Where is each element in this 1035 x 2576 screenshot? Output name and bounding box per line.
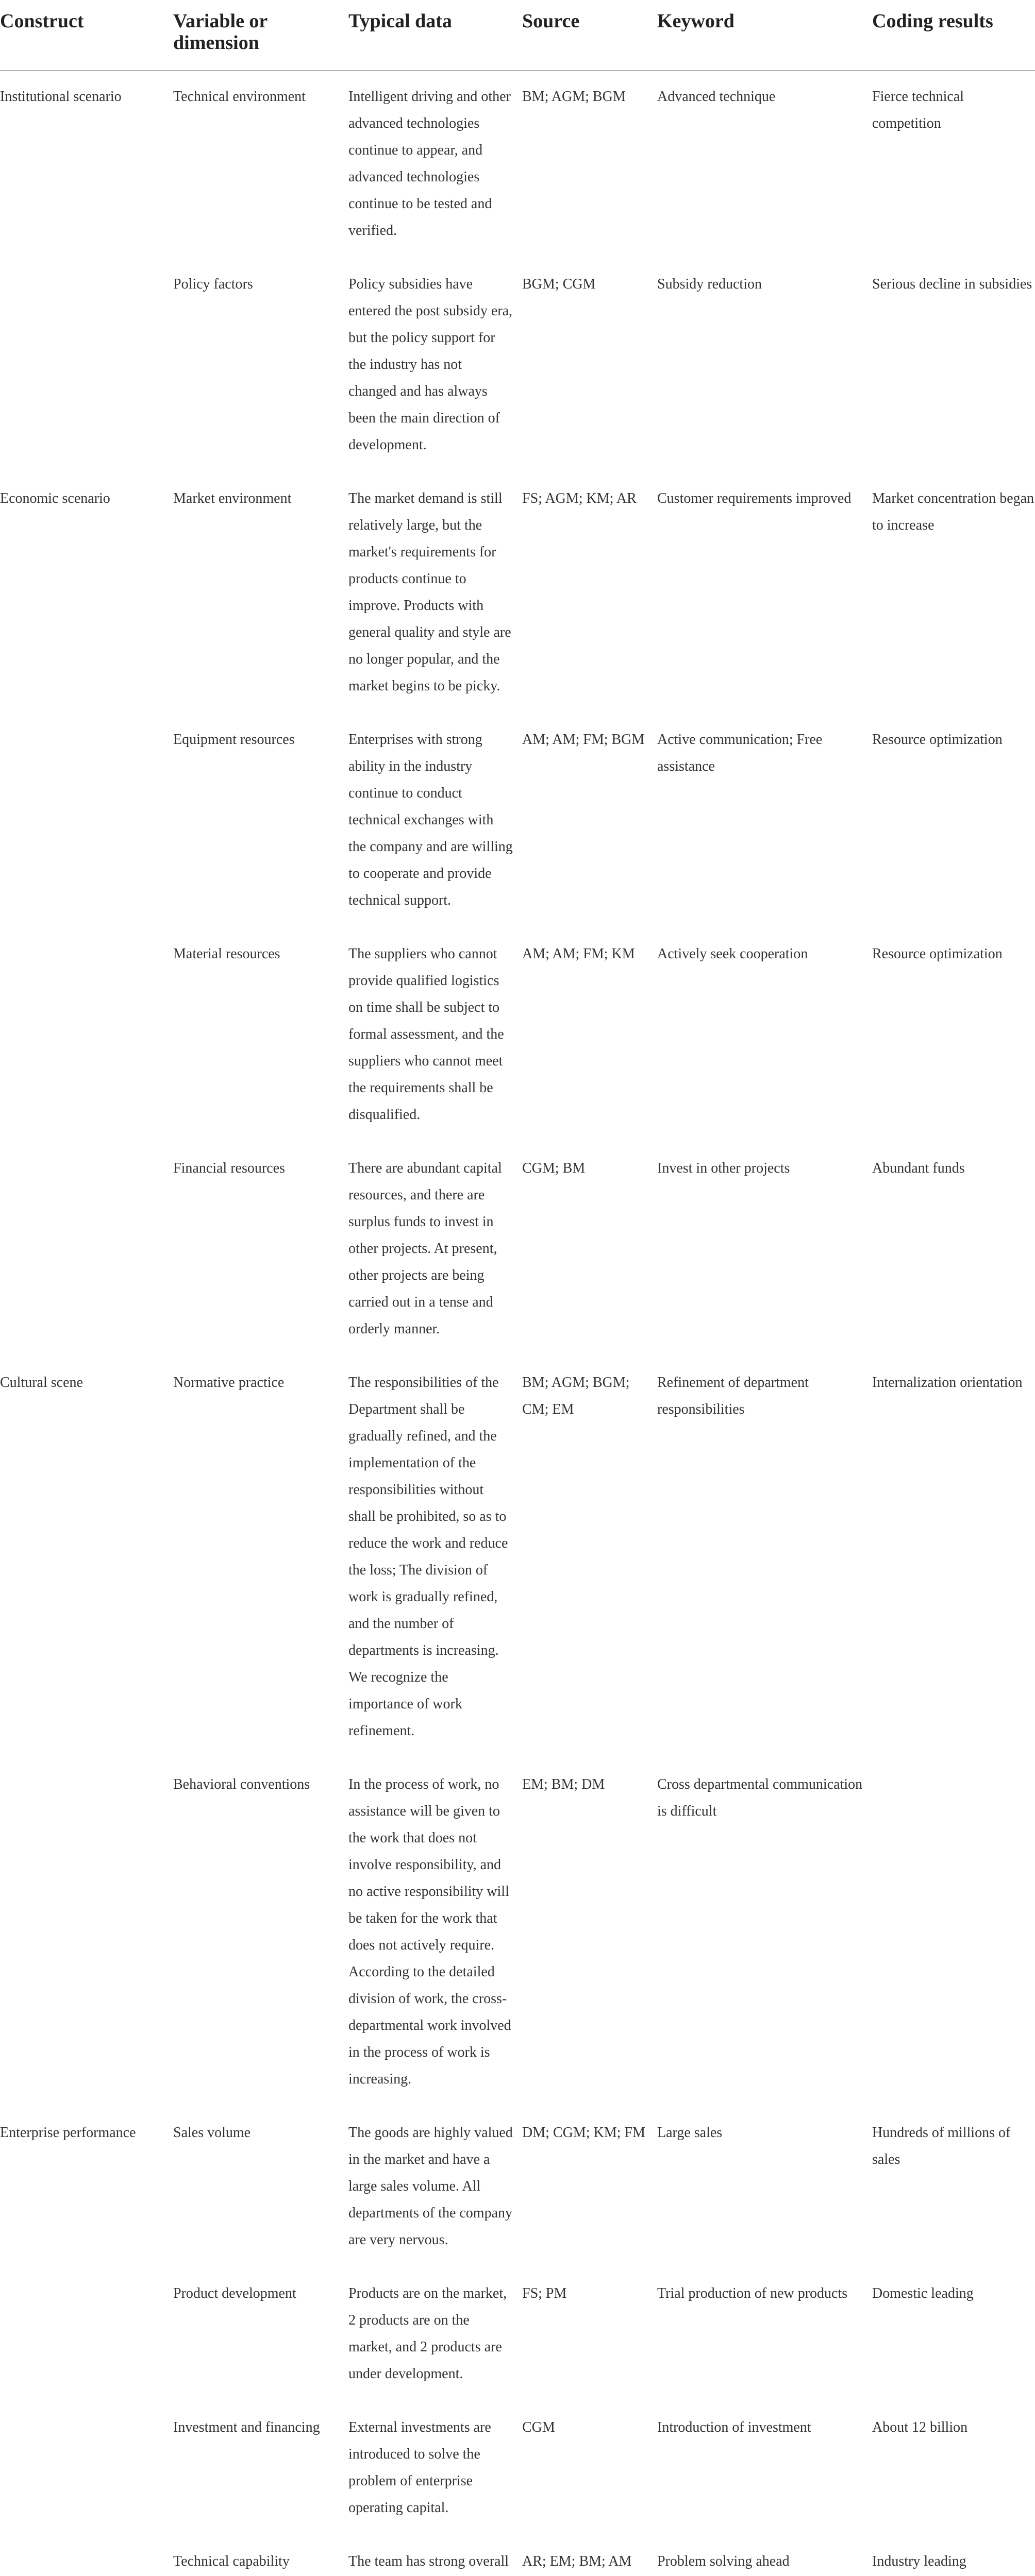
cell-typical-data: Policy subsidies have entered the post subsidy era, but the policy support for the industry has not changed and has always been the main direction of development.: [348, 276, 513, 453]
cell-typical-data: In the process of work, no assistance will be given to the work that does not involve responsibility, and no active responsibility will be taken for the work that does not actively require. According to the detailed division of work, the cross-departmental work involved in the process of work is increasing.: [348, 1776, 511, 2087]
table-row: [0, 71, 1035, 265]
table-row: [0, 1149, 1035, 1363]
cell-variable: Behavioral conventions: [173, 1776, 310, 1792]
table-row: [0, 1765, 1035, 2113]
cell-variable: Technical environment: [173, 89, 306, 105]
cell-construct: [0, 1149, 173, 1363]
cell-coding-result: Domestic leading: [872, 2285, 974, 2301]
cell-keyword: Problem solving ahead: [657, 2542, 872, 2576]
cell-source: FS; AGM; KM; AR: [522, 490, 637, 506]
cell-keyword: Large sales: [657, 2125, 723, 2141]
cell-variable: Market environment: [173, 490, 292, 506]
cell-variable: Material resources: [173, 946, 280, 962]
table-row: [0, 265, 1035, 479]
cell-keyword: Trial production of new products: [657, 2285, 848, 2301]
cell-source: DM; CGM; KM; FM: [522, 2125, 645, 2141]
cell-variable: Financial resources: [173, 1160, 285, 1176]
cell-variable: Policy factors: [173, 276, 253, 292]
cell-coding-result: Serious decline in subsidies: [872, 276, 1032, 292]
header-row: [0, 0, 1035, 71]
cell-variable: Investment and financing: [173, 2419, 320, 2435]
header-source: Source: [522, 0, 657, 71]
cell-construct: Institutional scenario: [0, 89, 122, 105]
table-row: [0, 2274, 1035, 2408]
cell-variable: Sales volume: [173, 2125, 251, 2141]
cell-construct: [0, 2408, 173, 2542]
cell-construct: [0, 2274, 173, 2408]
header-construct: Construct: [0, 0, 173, 71]
cell-keyword: Introduction of investment: [657, 2419, 811, 2435]
cell-variable: Product development: [173, 2285, 296, 2301]
table-row: [0, 479, 1035, 720]
cell-construct: [0, 1765, 173, 2113]
cell-source: AR; EM; BM; AM: [522, 2542, 657, 2576]
cell-typical-data: There are abundant capital resources, and there are surplus funds to invest in other projects. At present, other projects are being carried out in a tense and orderly manner.: [348, 1160, 502, 1337]
cell-keyword: Refinement of department responsibilities: [657, 1375, 809, 1417]
cell-keyword: Customer requirements improved: [657, 490, 852, 506]
cell-coding-result: Internalization orientation: [872, 1375, 1023, 1391]
cell-coding-result: About 12 billion: [872, 2419, 968, 2435]
cell-coding-result: Abundant funds: [872, 1160, 965, 1176]
cell-source: CGM; BM: [522, 1160, 586, 1176]
cell-coding-result: Hundreds of millions of sales: [872, 2125, 1011, 2167]
cell-keyword: Invest in other projects: [657, 1160, 790, 1176]
cell-typical-data: Products are on the market, 2 products are on the market, and 2 products are under development.: [348, 2285, 507, 2382]
table-row: [0, 2542, 1035, 2576]
cell-coding-result: Industry leading: [872, 2542, 1035, 2576]
cell-source: BGM; CGM: [522, 276, 596, 292]
cell-construct: [0, 265, 173, 479]
cell-source: BM; AGM; BGM; CM; EM: [522, 1375, 630, 1417]
table-row: [0, 2408, 1035, 2542]
cell-typical-data: External investments are introduced to solve the problem of enterprise operating capital.: [348, 2419, 491, 2516]
cell-construct: [0, 935, 173, 1149]
header-keyword: Keyword: [657, 0, 872, 71]
cell-coding-result: Market concentration began to increase: [872, 490, 1034, 533]
table-row: [0, 720, 1035, 935]
cell-typical-data: Enterprises with strong ability in the industry continue to conduct technical exchanges with the company and are willing to cooperate and provide technical support.: [348, 732, 513, 908]
cell-construct: Economic scenario: [0, 490, 110, 506]
cell-typical-data: The team has strong overall: [348, 2542, 522, 2576]
cell-source: EM; BM; DM: [522, 1776, 605, 1792]
table-row: [0, 1363, 1035, 1765]
cell-coding-result: Fierce technical competition: [872, 89, 964, 131]
cell-source: AM; AM; FM; KM: [522, 946, 635, 962]
cell-coding-result: Resource optimization: [872, 946, 1003, 962]
cell-coding-result: Resource optimization: [872, 732, 1003, 748]
cell-source: CGM: [522, 2419, 555, 2435]
cell-variable: Technical capability: [173, 2542, 348, 2576]
table-row: [0, 2113, 1035, 2274]
cell-coding-result: [872, 1765, 1035, 2113]
header-variable: Variable or dimension: [173, 0, 348, 71]
table-body: [0, 71, 1035, 2576]
cell-keyword: Active communication; Free assistance: [657, 732, 823, 774]
cell-typical-data: Intelligent driving and other advanced technologies continue to appear, and advanced technologies continue to be tested and verified.: [348, 89, 511, 239]
header-typical-data: Typical data: [348, 0, 522, 71]
cell-typical-data: The suppliers who cannot provide qualified logistics on time shall be subject to formal assessment, and the suppliers who cannot meet the requirements shall be disqualified.: [348, 946, 504, 1123]
table-header: [0, 0, 1035, 71]
cell-construct: [0, 2542, 173, 2576]
cell-variable: Equipment resources: [173, 732, 295, 748]
header-coding-results: Coding results: [872, 0, 1035, 71]
cell-construct: [0, 720, 173, 935]
cell-typical-data: The responsibilities of the Department shall be gradually refined, and the implementation of the responsibilities without shall be prohibited, so as to reduce the work and reduce the loss; The division of work is gradually refined, and the number of departments is increasing. We recognize the importance of work refinement.: [348, 1375, 508, 1739]
cell-construct: Cultural scene: [0, 1375, 83, 1391]
cell-typical-data: The market demand is still relatively large, but the market's requirements for products continue to improve. Products with general quality and style are no longer popular, and the market begins to be picky.: [348, 490, 511, 694]
cell-source: AM; AM; FM; BGM: [522, 732, 645, 748]
cell-keyword: Advanced technique: [657, 89, 776, 105]
cell-source: FS; PM: [522, 2285, 567, 2301]
table-row: [0, 935, 1035, 1149]
cell-keyword: Subsidy reduction: [657, 276, 762, 292]
cell-construct: Enterprise performance: [0, 2125, 136, 2141]
cell-source: BM; AGM; BGM: [522, 89, 626, 105]
cell-variable: Normative practice: [173, 1375, 285, 1391]
cell-keyword: Actively seek cooperation: [657, 946, 808, 962]
cell-keyword: Cross departmental communication is difficult: [657, 1776, 863, 1819]
cell-typical-data: The goods are highly valued in the market and have a large sales volume. All departments of the company are very nervous.: [348, 2125, 513, 2248]
